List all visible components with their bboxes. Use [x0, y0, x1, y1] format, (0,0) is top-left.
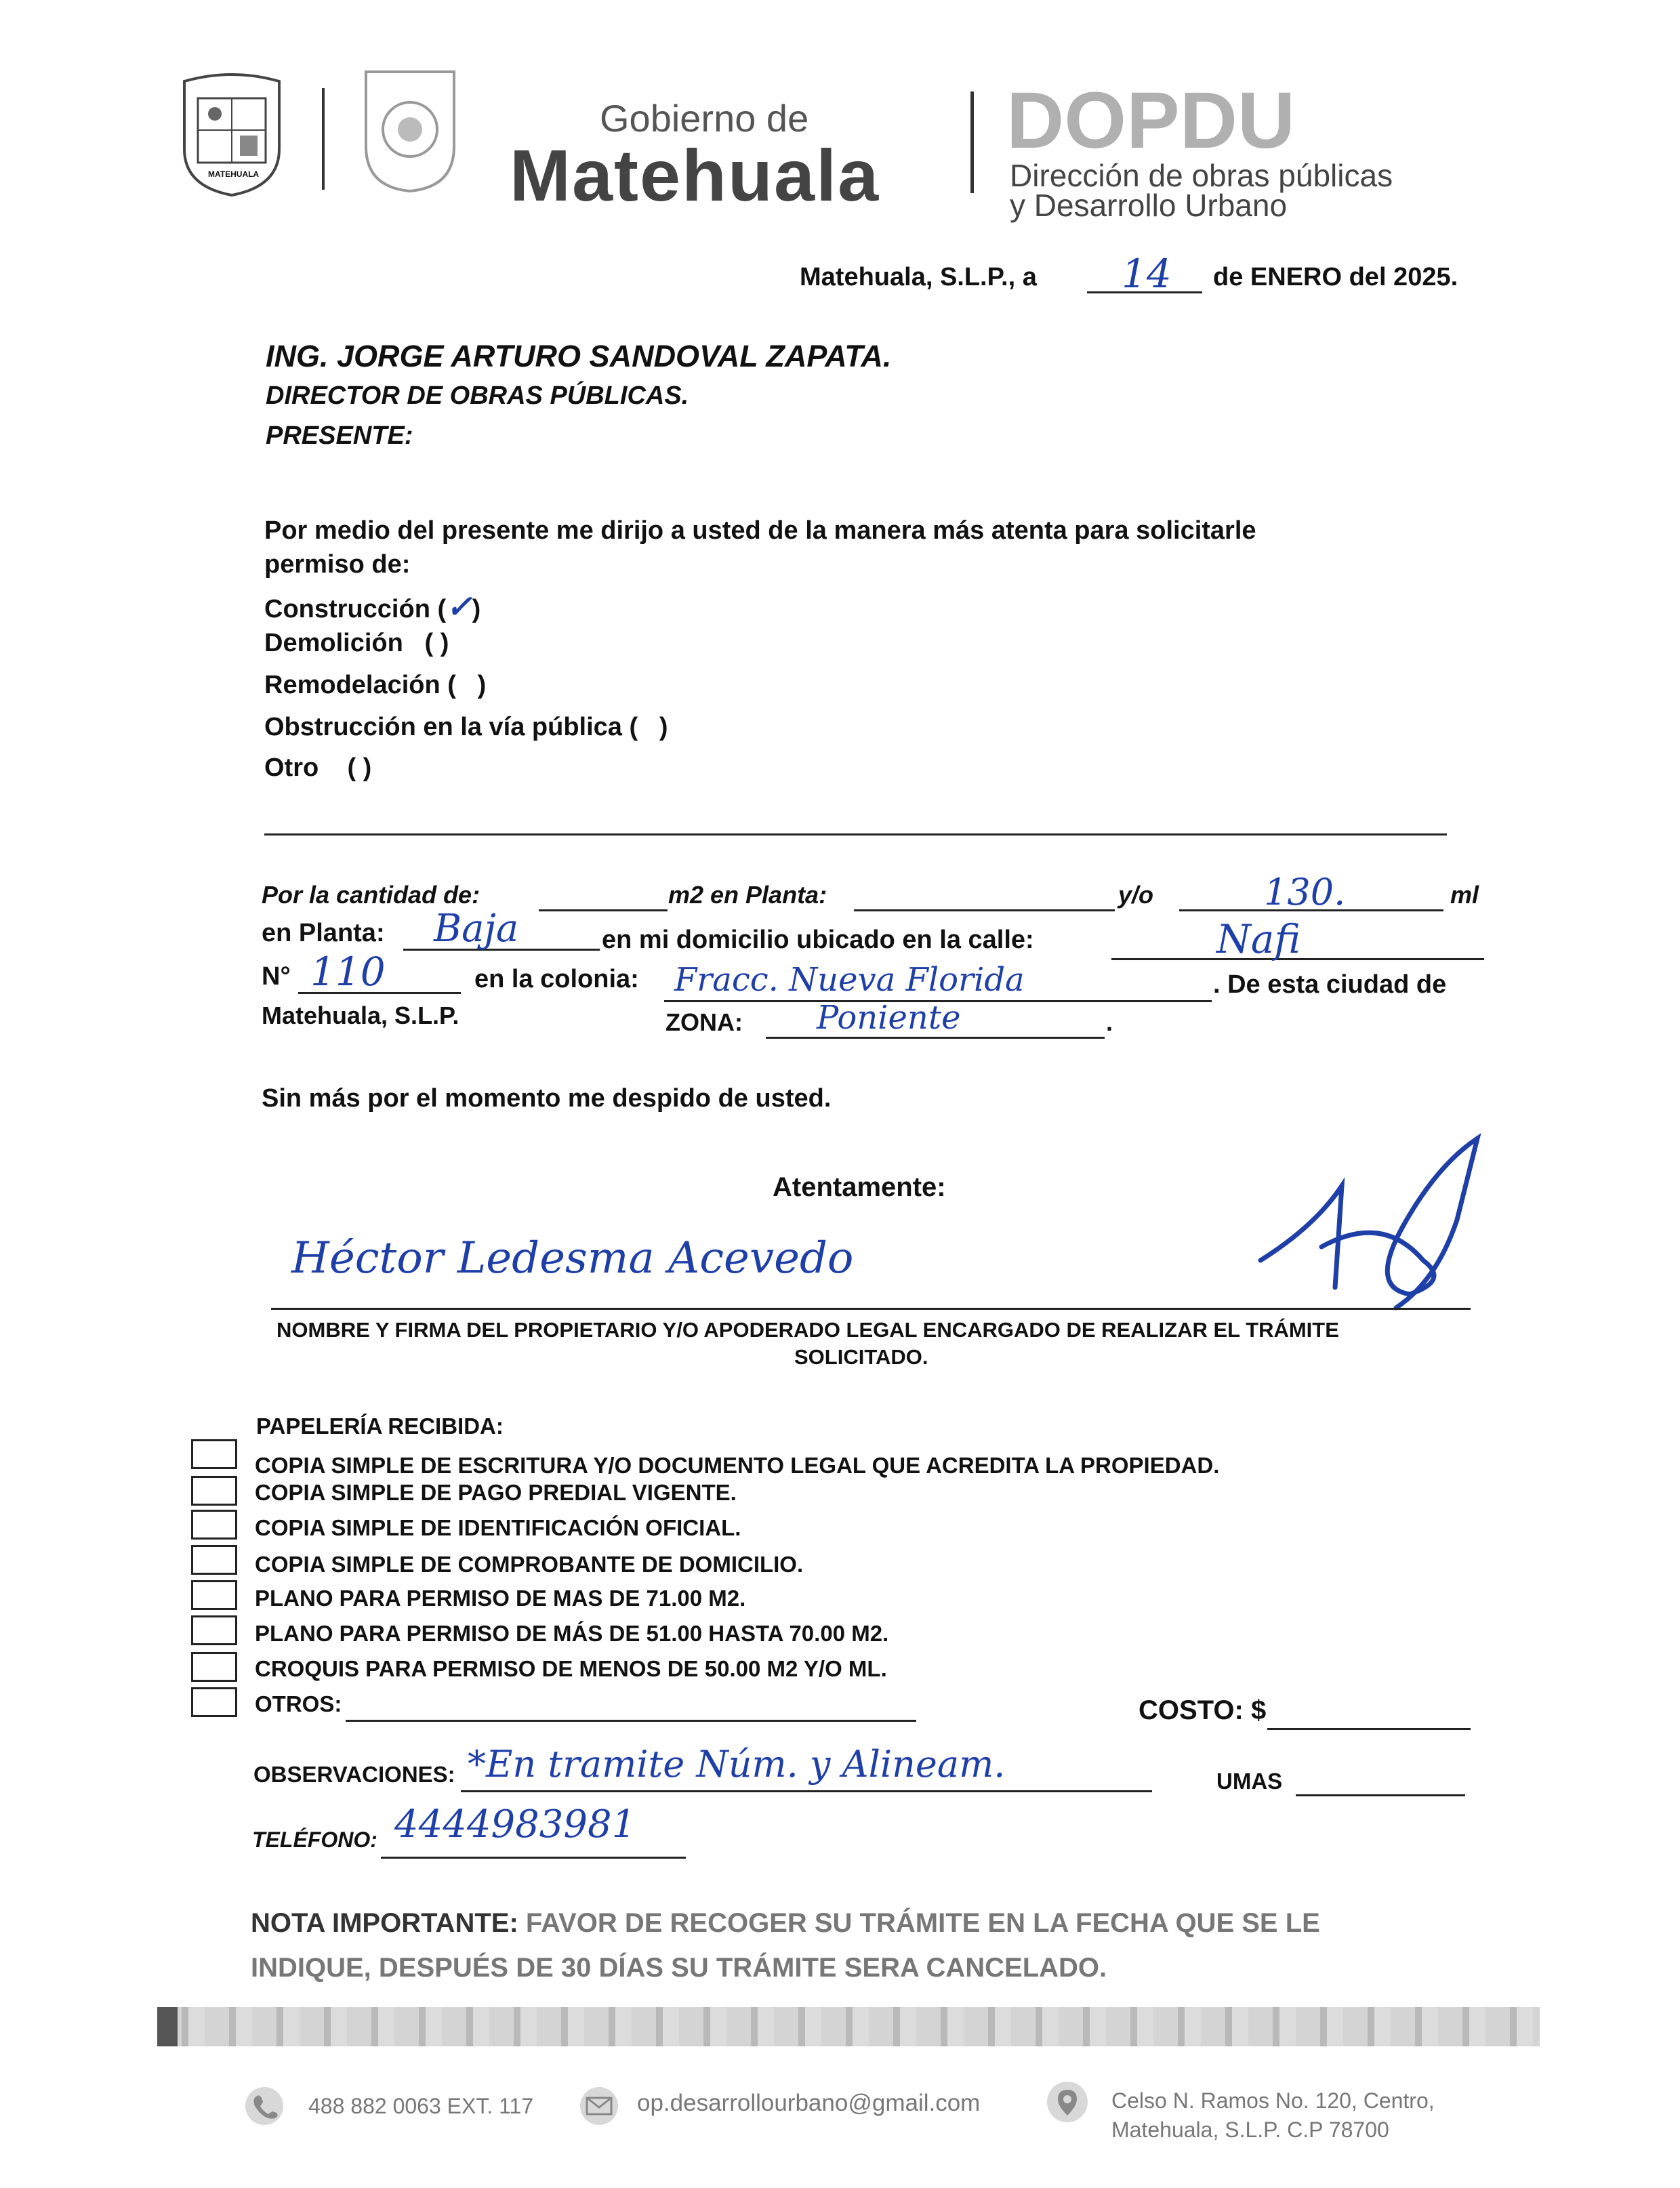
telefono-line [381, 1857, 686, 1859]
date-prefix: Matehuala, S.L.P., a [800, 263, 1037, 291]
note-text1: FAVOR DE RECOGER SU TRÁMITE EN LA FECHA QUE SE LE [525, 1908, 1320, 1938]
numero-value: 110 [310, 949, 386, 995]
zona-period: . [1106, 1008, 1113, 1036]
qty-ml-unit: ml [1450, 881, 1479, 909]
signature-line [271, 1308, 1471, 1310]
qty-m2-line [539, 909, 668, 911]
addressee-presente: PRESENTE: [266, 421, 413, 450]
permit-obstruccion: Obstrucción en la vía pública ( ) [264, 713, 668, 741]
telefono-value: 4444983981 [394, 1802, 636, 1846]
signature-caption-2: SOLICITADO. [794, 1345, 928, 1369]
paper-item-domicilio: COPIA SIMPLE DE COMPROBANTE DE DOMICILIO. [255, 1552, 804, 1577]
zona-value: Poniente [817, 999, 961, 1037]
intro-line2: permiso de: [264, 550, 411, 579]
footer-address2: Matehuala, S.L.P. C.P 78700 [1111, 2118, 1389, 2142]
otro-line [264, 833, 1447, 835]
signer-name: Héctor Ledesma Acevedo [291, 1233, 854, 1283]
gov-line1: Gobierno de [600, 97, 809, 140]
city-logo [359, 65, 461, 194]
footer-email: op.desarrollourbano@gmail.com [637, 2090, 981, 2116]
costo-line [1267, 1728, 1471, 1730]
date-suffix: de ENERO del 2025. [1213, 263, 1458, 291]
addressee-name: ING. JORGE ARTURO SANDOVAL ZAPATA. [266, 339, 892, 373]
numero-label: N° [262, 962, 291, 991]
checkbox-predial[interactable] [191, 1476, 237, 1506]
location-icon [1046, 2080, 1089, 2124]
dopdu-title: DOPDU [1006, 76, 1296, 165]
paper-item-escritura: COPIA SIMPLE DE ESCRITURA Y/O DOCUMENTO LEGAL QUE ACREDITA LA PROPIEDAD. [255, 1453, 1220, 1478]
phone-icon [244, 2086, 285, 2126]
paper-item-croquis: CROQUIS PARA PERMISO DE MENOS DE 50.00 M2 Y/O ML. [255, 1656, 887, 1681]
matehuala-label: Matehuala, S.L.P. [262, 1002, 459, 1029]
qty-label: Por la cantidad de: [262, 881, 480, 909]
permit-demolicion: Demolición ( ) [264, 629, 449, 657]
decorative-bar [157, 2007, 1540, 2046]
note-label: NOTA IMPORTANTE: [251, 1908, 518, 1938]
intro-line1: Por medio del presente me dirijo a usted de la manera más atenta para solicitarle [264, 516, 1256, 545]
signature-caption-1: NOMBRE Y FIRMA DEL PROPIETARIO Y/O APODERADO LEGAL ENCARGADO DE REALIZAR EL TRÁMITE [276, 1318, 1339, 1342]
dopdu-line1: Dirección de obras públicas [1010, 158, 1393, 193]
checkbox-escritura[interactable] [191, 1439, 237, 1469]
paper-item-predial: COPIA SIMPLE DE PAGO PREDIAL VIGENTE. [255, 1480, 737, 1505]
planta-value: Baja [434, 907, 519, 951]
addressee-title: DIRECTOR DE OBRAS PÚBLICAS. [266, 381, 689, 410]
umas-line [1296, 1794, 1465, 1796]
decorative-bar-cap [157, 2007, 178, 2046]
footer-phone: 488 882 0063 EXT. 117 [308, 2094, 534, 2118]
observaciones-value: *En tramite Núm. y Alineam. [468, 1743, 1006, 1786]
permit-construccion: Construcción (✓) [264, 588, 481, 625]
calle-value: Nafi [1216, 916, 1301, 962]
checkbox-croquis[interactable] [191, 1652, 237, 1682]
colonia-value: Fracc. Nueva Florida [674, 961, 1025, 999]
otros-line [346, 1720, 916, 1722]
qty-planta-line [854, 909, 1115, 911]
colonia-label: en la colonia: [474, 965, 639, 993]
date-day: 14 [1122, 251, 1172, 297]
paperwork-heading: PAPELERÍA RECIBIDA: [256, 1413, 504, 1439]
checkbox-domicilio[interactable] [191, 1545, 237, 1575]
zona-label: ZONA: [665, 1008, 743, 1036]
municipal-seal [178, 68, 286, 197]
checkbox-plano-51[interactable] [191, 1615, 237, 1645]
construccion-check: ✓ [446, 588, 472, 625]
observaciones-line [461, 1790, 1152, 1792]
zona-line [766, 1037, 1105, 1039]
gov-line2: Matehuala [510, 134, 880, 216]
header-divider [322, 88, 325, 190]
seal-label: MATEHUALA [208, 169, 260, 179]
observaciones-label: OBSERVACIONES: [253, 1762, 455, 1787]
umas-label: UMAS [1216, 1769, 1283, 1794]
paper-item-otros: OTROS: [255, 1691, 342, 1716]
paper-item-plano-71: PLANO PARA PERMISO DE MAS DE 71.00 M2. [255, 1586, 746, 1611]
header-divider-2 [970, 91, 974, 193]
footer-address1: Celso N. Ramos No. 120, Centro, [1111, 2088, 1435, 2113]
domicilio-label: en mi domicilio ubicado en la calle: [602, 926, 1034, 954]
paper-item-identificacion: COPIA SIMPLE DE IDENTIFICACIÓN OFICIAL. [255, 1515, 741, 1540]
planta-label: en Planta: [262, 919, 385, 947]
telefono-label: TELÉFONO: [252, 1828, 377, 1852]
costo-label: COSTO: $ [1139, 1695, 1267, 1725]
checkbox-plano-71[interactable] [191, 1580, 237, 1610]
dopdu-line2: y Desarrollo Urbano [1010, 188, 1288, 223]
permit-otro: Otro ( ) [264, 754, 372, 782]
ciudad-label: . De esta ciudad de [1213, 970, 1447, 999]
atentamente: Atentamente: [773, 1172, 946, 1202]
qty-m2-label: m2 en Planta: [668, 881, 827, 909]
note-line1 [251, 1908, 1320, 1939]
qty-ml-value: 130. [1264, 871, 1346, 913]
signature [1233, 1125, 1504, 1328]
paper-item-plano-51: PLANO PARA PERMISO DE MÁS DE 51.00 HASTA 70.00 M2. [255, 1621, 889, 1646]
checkbox-otros[interactable] [191, 1687, 237, 1717]
farewell: Sin más por el momento me despido de usted. [262, 1084, 832, 1113]
note-line2: INDIQUE, DESPUÉS DE 30 DÍAS SU TRÁMITE SERA CANCELADO. [251, 1953, 1107, 1983]
checkbox-identificacion[interactable] [191, 1510, 237, 1540]
permit-remodelacion: Remodelación ( ) [264, 671, 487, 699]
email-icon [577, 2086, 621, 2126]
qty-yo: y/o [1118, 881, 1154, 909]
